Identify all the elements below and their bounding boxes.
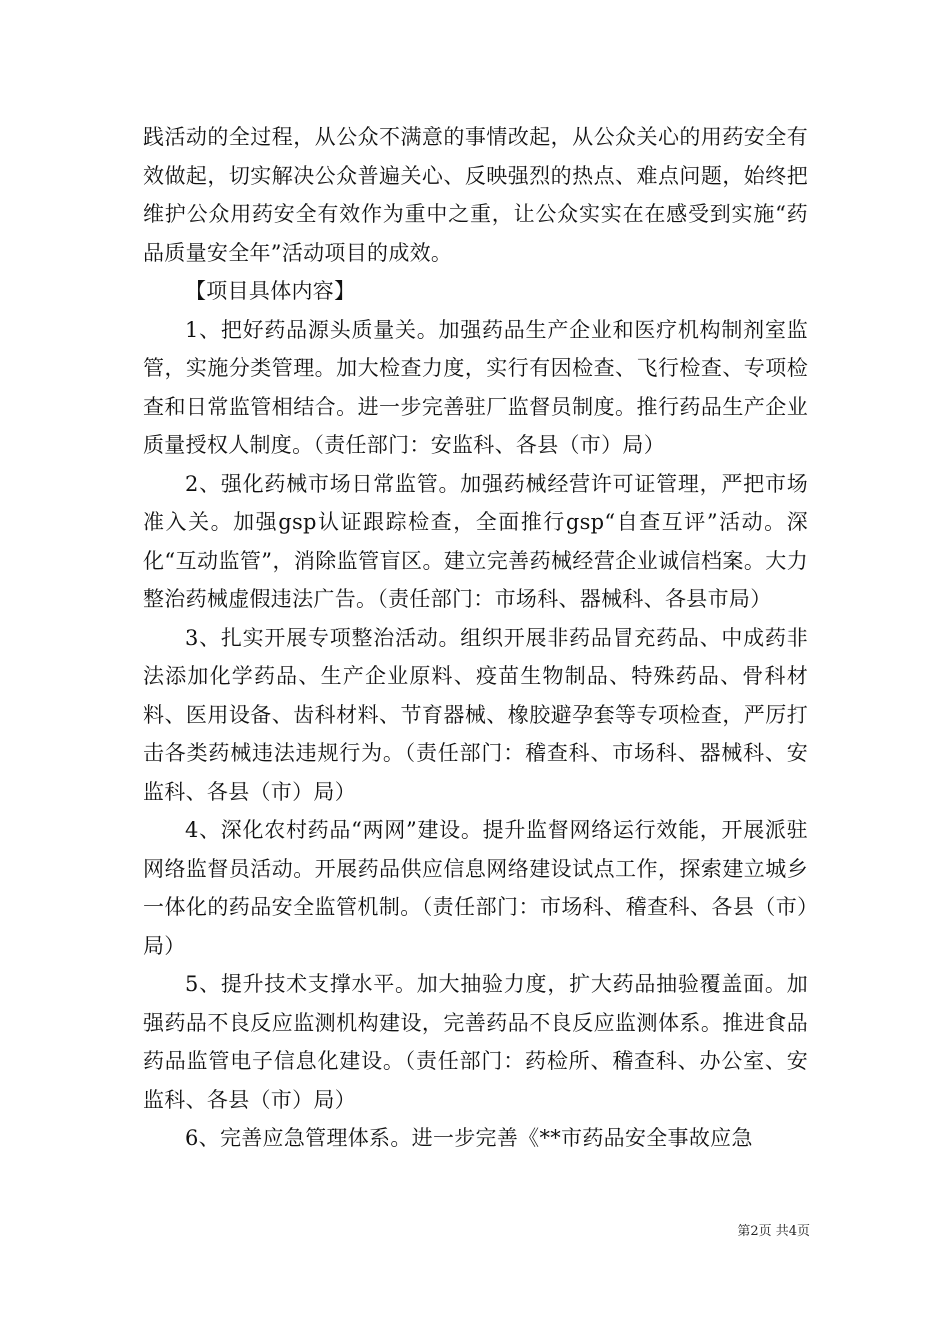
paragraph-item-4: 4、深化农村药品“两网”建设。提升监督网络运行效能，开展派驻网络监督员活动。开展药品供应信息网络建设试点工作，探索建立城乡一体化的药品安全监管机制。（责任部门：市场科、稽查科、各县（市）局） <box>143 818 808 958</box>
paragraph-item-6: 6、完善应急管理体系。进一步完善《**市药品安全事故应急 <box>185 1126 753 1150</box>
paragraph-item-3: 3、扎实开展专项整治活动。组织开展非药品冒充药品、中成药非法添加化学药品、生产企业原料、疫苗生物制品、特殊药品、骨科材料、医用设备、齿科材料、节育器械、橡胶避孕套等专项检查，严厉打击各类药械违法违规行为。（责任部门：稽查科、市场科、器械科、安监科、各县（市）局） <box>143 625 808 804</box>
paragraph-item-2: 2、强化药械市场日常监管。加强药械经营许可证管理，严把市场准入关。加强gsp认证跟踪检查，全面推行gsp“自查互评”活动。深化“互动监管”，消除监管盲区。建立完善药械经营企业诚信档案。大力整治药械虚假违法广告。（责任部门：市场科、器械科、各县市局） <box>143 471 808 611</box>
paragraph-item-1: 1、把好药品源头质量关。加强药品生产企业和医疗机构制剂室监管，实施分类管理。加大检查力度，实行有因检查、飞行检查、专项检查和日常监管相结合。进一步完善驻厂监督员制度。推行药品生产企业质量授权人制度。（责任部门：安监科、各县（市）局） <box>143 317 808 457</box>
paragraph-intro-continuation: 践活动的全过程，从公众不满意的事情改起，从公众关心的用药安全有效做起，切实解决公众普遍关心、反映强烈的热点、难点问题，始终把维护公众用药安全有效作为重中之重，让公众实实在在感受到实施“药品质量安全年”活动项目的成效。 <box>143 125 808 265</box>
paragraph-item-5: 5、提升技术支撑水平。加大抽验力度，扩大药品抽验覆盖面。加强药品不良反应监测机构建设，完善药品不良反应监测体系。推进食品药品监管电子信息化建设。（责任部门：药检所、稽查科、办公室、安监科、各县（市）局） <box>143 972 808 1112</box>
section-heading-project-content: 【项目具体内容】 <box>185 279 356 303</box>
page-number-footer: 第2页 共4页 <box>737 1224 810 1239</box>
document-page <box>143 118 808 1158</box>
